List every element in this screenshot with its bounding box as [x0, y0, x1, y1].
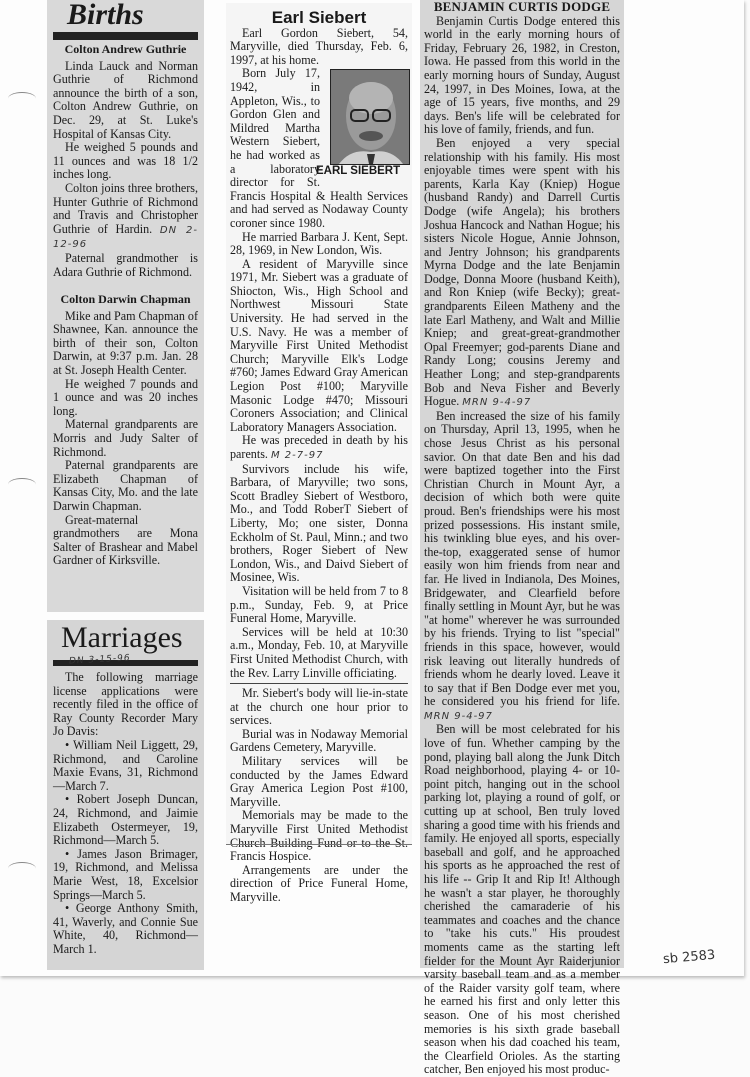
heading-rule [53, 32, 198, 40]
obituary-paragraph [424, 137, 620, 410]
photo-caption: EARL SIEBERT [316, 165, 401, 178]
obituary-paragraph: He married Barbara J. Kent, Sept. 28, 1969, in New London, Wis. [230, 229, 408, 258]
obituary-heading: Earl Siebert [271, 8, 367, 27]
obituary-paragraph: Survivors include his wife, Barbara, of Maryville; two sons, Scott Bradley Siebert of Westboro, Mo., and Todd RoberT Siebert of Liberty, Mo; one sister, Donna Eckholm of St. Paul, Minn.; and two brothers, Roger Siebert of New London, Wis., and Daivd Siebert of Mosinee, Wis. [230, 461, 408, 585]
obituary-paragraph: Arrangements are under the direction of Price Funeral Home, Maryville. [230, 862, 408, 904]
birth-paragraph: Mike and Pam Chapman of Shawnee, Kan. announce the birth of their son, Colton Darwin, at 9:37 p.m. Jan. 28 at St. Joseph Health Center. [53, 308, 199, 378]
binder-hole [8, 478, 36, 491]
marriage-item: • James Jason Brimager, 19, Richmond, and Melissa Marie West, 18, Excelsior Springs—March 5. [53, 846, 198, 902]
obituary-paragraph: A resident of Maryville since 1971, Mr. Siebert was a graduate of Shiocton, Wis., High School and Northwest Missouri State University. He had served in the U.S. Navy. He was a member of Maryville First United Methodist Church; Maryville Elk's Lodge #760; James Edward Gray American Legion Post #100; Maryville Masonic Lodge #470; Missouri Coroners Association; and Clinical Laboratory Managers Association. [230, 256, 408, 434]
marriage-item: • William Neil Liggett, 29, Richmond, and Caroline Maxie Evans, 31, Richmond—March 7. [53, 737, 198, 793]
binder-hole [8, 92, 36, 105]
dodge-obituary-clipping [420, 0, 624, 1077]
portrait-photo [330, 69, 410, 165]
binder-hole [8, 862, 36, 875]
obituary-paragraph: Memorials may be made to the Maryville First United Methodist Church Building Fund or to the St. Francis Hospice. [230, 808, 408, 864]
section-rule [230, 683, 408, 684]
birth-paragraph: He weighed 5 pounds and 11 ounces and was 18 1/2 inches long. [53, 140, 198, 182]
birth-name: Colton Andrew Guthrie [64, 42, 187, 56]
handwritten-note: M 2-7-97 [270, 450, 324, 461]
marriage-item: • Robert Joseph Duncan, 24, Richmond, and Jaimie Elizabeth Ostermeyer, 19, Richmond—March 5. [53, 792, 198, 848]
obituary-paragraph-text: Ben enjoyed a very special relationship with his family. His most enjoyable times were spent with his parents, Karla Kay (Kniep) Hogue (husband Randy) and Darrell Curtis Dodge (wife Angela); his brothers Joshua Hancock and Nathan Hogue; his sisters Nicole Hogue, Annie Johnson, and Jentry Johnson; his grandparents Myrna Dodge and the late Benjamin Dodge, Donna Moore (husband Keith), and Ron Kniep (wife Becky); great-grandparents Eileen Matheny and the late Earl Matheny, and Walt and Millie Kniep; and great-great-grandmother Opal Freemyer; god-parents Diane and Randy Long; cousins Jeremy and Heather Long; and step-grandparents Bob and Neva Fisher and Beverly Hogue. [424, 135, 620, 409]
marriages-intro: The following marriage license applications were recently filed in the office of Ray County Recorder Mary Jo Davis: [53, 670, 198, 739]
obituary-paragraph: Earl Gordon Siebert, 54, Maryville, died Thursday, Feb. 6, 1997, at his home. [230, 25, 408, 67]
birth-paragraph: Linda Lauck and Norman Guthrie of Richmond announce the birth of a son, Colton Andrew Guthrie, on Dec. 29, at St. Luke's Hospital of Kansas City. [53, 58, 198, 141]
obituary-heading: BENJAMIN CURTIS DODGE [433, 0, 611, 14]
obituary-paragraph: Mr. Siebert's body will lie-in-state at the church one hour prior to services. [230, 686, 408, 728]
obituary-paragraph: Burial was in Nodaway Memorial Gardens Cemetery, Maryville. [230, 726, 408, 755]
handwritten-note: MRN 9-4-97 [462, 397, 532, 409]
birth-paragraph: Great-maternal grandmothers are Mona Salter of Brashear and Mabel Gardner of Kirksville. [53, 512, 198, 568]
birth-paragraph-text: Colton joins three brothers, Hunter Guthrie of Richmond and Travis and Christopher Guthrie of Hardin. [53, 180, 198, 236]
obituary-paragraph: Visitation will be held from 7 to 8 p.m., Sunday, Feb. 9, at Price Funeral Home, Maryville. [230, 583, 408, 626]
birth-paragraph: Paternal grandparents are Elizabeth Chapman of Kansas City, Mo. and the late Darwin Chapman. [53, 458, 198, 513]
birth-paragraph: Paternal grandmother is Adara Guthrie of Richmond. [53, 250, 198, 279]
siebert-obituary-clipping [226, 3, 412, 904]
obituary-paragraph: Born July 17, 1942, in Appleton, Wis., to Gordon Glen and Mildred Martha Western Siebert, he had worked as a laboratory director for St. Francis Hospital & Health Services and had served as Nodaway County coroner since 1980. [230, 66, 408, 230]
births-clipping [47, 0, 204, 612]
obituary-paragraph-text: He was preceded in death by his parents. [230, 433, 408, 461]
obituary-paragraph: Services will be held at 10:30 a.m., Monday, Feb. 10, at Maryville First United Methodist Church, with the Rev. Larry Linville officiating. [230, 624, 408, 680]
handwritten-note: DN 2-12-96 [53, 224, 198, 251]
bottom-rule [226, 844, 412, 845]
handwritten-note: MRN 9-4-97 [424, 710, 493, 722]
birth-name: Colton Darwin Chapman [60, 292, 191, 307]
portrait-figure [316, 69, 408, 179]
birth-paragraph: Maternal grandparents are Morris and Judy Salter of Richmond. [53, 417, 198, 459]
portrait-image [331, 70, 409, 164]
obituary-paragraph [230, 434, 408, 462]
obituary-paragraph: Benjamin Curtis Dodge entered this world in the early morning hours of Friday, February 26, 1982, in Creston, Iowa. He passed from this world in the early morning hours of Sunday, August 24, 1997, in Des Moines, Iowa, at the age of 15 years, five months, and 29 days. Ben's life will be celebrated for his love of family, friends, and fun. [424, 13, 620, 137]
obituary-paragraph [424, 410, 620, 724]
marriages-clipping [47, 620, 204, 970]
births-heading: Births [67, 0, 144, 31]
obituary-paragraph: Ben will be most celebrated for his love of fun. Whether camping by the pond, playing ball along the Junk Ditch Road neighborhood, playing 4- or 10-point pitch, hanging out in the school parking lot, playing a round of golf, or cutting up at school, Ben truly loved sharing a good time with his friends and family. He enjoyed all sports, especially baseball and golf, and he approached his sports as he approached the rest of his life -- Grip It and Rip It! Although he wasn't a star player, he thoroughly cherished the camaraderie of his teammates and coaches and the chance to "take his cuts." His proudest moments came as the starting left fielder for the Mount Ayr Raiderjunior varsity baseball team and as a member of the Raider varsity golf team, where he earned his first and only letter this season. One of his most cherished memories is his sixth grade baseball season when his dad coached his team, the Clearfield Orioles. As the starting catcher, Ben enjoyed his most produc- [424, 722, 620, 1077]
page-signature: sb 2583 [662, 947, 716, 968]
obituary-paragraph: Military services will be conducted by the James Edward Gray America Legion Post #100, Maryville. [230, 754, 408, 809]
birth-paragraph: He weighed 7 pounds and 1 ounce and was 20 inches long. [53, 376, 198, 418]
marriages-heading: Marriages [61, 621, 183, 654]
obituary-paragraph-text: Ben increased the size of his family on Thursday, April 13, 1995, when he chose Jesus Christ as his personal savior. On that date Ben and his dad were baptized together into the First Christian Church in Mount Ayr, a decision of which both were quite proud. Ben's friendships were his most prized possessions. His instant smile, his twinkling blue eyes, and his over-the-top, exaggerated sense of humor easily won him friends from near and far. He lived in Indianola, Des Moines, Bridgewater, and Clearfield before finally settling in Mount Ayr, but he was "at home" wherever he was surrounded by his friends. Trying to list "special" friends in this space, however, would risk leaving out literally hundreds of friends whom he dearly loved. Leave it to say that if Ben Dodge ever met you, he considered you his friend for life. [424, 408, 620, 709]
marriage-item: • George Anthony Smith, 41, Waverly, and Connie Sue White, 40, Richmond—March 1. [53, 901, 198, 956]
birth-paragraph [53, 182, 198, 252]
handwritten-note: DN 3-15-96 [68, 653, 131, 667]
